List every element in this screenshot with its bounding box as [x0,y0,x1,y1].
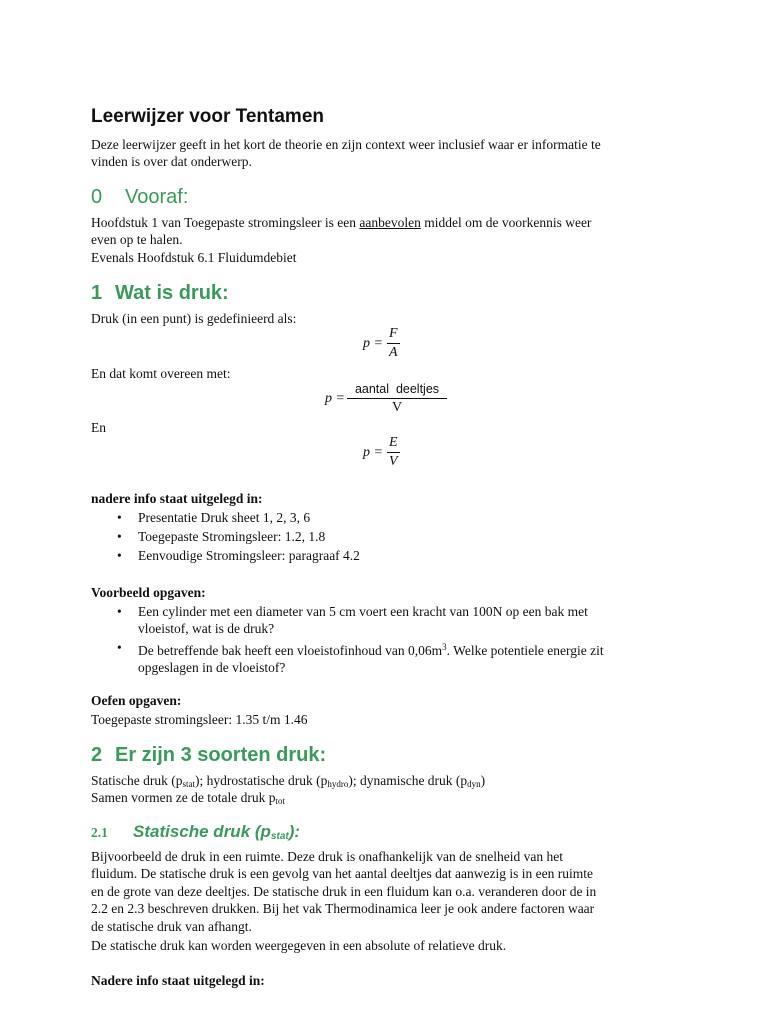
paragraph-line: de statische druk van afhangt. [91,919,252,934]
formula-2-lhs: p = [325,390,345,406]
list-item [91,547,360,564]
section-0-line-1-start: Hoofdstuk 1 van Toegepaste stromingsleer is een [91,215,360,230]
list-item-text: Toegepaste Stromingsleer: 1.2, 1.8 [138,529,326,544]
section-0-line-2: even op te halen. [91,232,183,247]
types-text-d: ) [480,773,486,788]
formula-3-fraction [387,435,400,470]
example-1-line-2: vloeistof, wat is de druk? [138,621,275,636]
example-2-text-end: . Welke potentiele energie zit [446,643,604,658]
formula-1-numerator: F [388,326,398,341]
cubic-superscript: 3 [442,642,447,652]
examples-list [91,603,604,678]
document-title: Leerwijzer voor Tentamen [91,106,324,127]
formula-3-denominator: V [388,454,398,469]
formula-3-lhs: p = [363,444,383,460]
formula-energy-over-volume [363,435,400,470]
total-text: Samen vormen ze de totale druk p [91,790,276,805]
section-2-heading [91,744,326,767]
bullet-icon: • [117,548,122,563]
example-2-line-2: opgeslagen in de vloeistof? [138,660,286,675]
formula-1-denominator: A [388,345,398,360]
total-pressure-line [91,789,285,810]
list-item [91,509,360,526]
section-2-1-title-start: Statische druk (p [133,822,271,841]
list-item [91,639,604,676]
section-1-info-label: nadere info staat uitgelegd in: [91,491,263,506]
section-0-line-3: Evenals Hoofdstuk 6.1 Fluidumdebiet [91,250,297,265]
formula-1-fraction [387,326,400,361]
types-text-c: ); dynamische druk (p [348,773,468,788]
intro-line-2: vinden is over dat onderwerp. [91,154,252,169]
section-0-heading [91,186,188,209]
formula-3-numerator: E [388,435,398,450]
exercises-label: Oefen opgaven: [91,693,182,708]
exercises-text: Toegepaste stromingsleer: 1.35 t/m 1.46 [91,712,308,727]
types-text-a: Statische druk (p [91,773,183,788]
underlined-recommended: aanbevolen [359,215,421,230]
subscript-hydro: hydro [327,779,349,789]
example-1-line-1: Een cylinder met een diameter van 5 cm voert een kracht van 100N op een bak met [138,604,588,619]
section-2-1-info-label: Nadere info staat uitgelegd in: [91,973,265,988]
bullet-icon: • [117,604,122,619]
paragraph-line: De statische druk kan worden weergegeven in een absolute of relatieve druk. [91,938,507,953]
formula-particles-over-volume [325,381,445,416]
section-2-title: Er zijn 3 soorten druk: [115,744,327,766]
subscript-stat: stat [182,779,195,789]
formula-force-over-area [363,326,400,361]
section-2-1-title-subscript: stat [270,831,289,842]
paragraph-line: Bijvoorbeeld de druk in een ruimte. Deze druk is onafhankelijk van de snelheid van het [91,849,563,864]
paragraph-line: fluidum. De statische druk is een gevolg van het aantal deeltjes dat aanwezig is in een ruimte [91,866,593,881]
section-1-number: 1 [91,282,103,304]
formula-2-denominator: V [347,398,447,416]
formula-2-numerator: aantal deeltjes [354,382,440,396]
bullet-icon: • [117,529,122,544]
list-item [91,528,360,545]
subscript-dyn: dyn [467,779,481,789]
intro-line-1: Deze leerwijzer geeft in het kort de theorie en zijn context weer inclusief waar er informatie te [91,137,601,152]
list-item-text: Eenvoudige Stromingsleer: paragraaf 4.2 [138,548,360,563]
bullet-icon: • [117,510,122,525]
section-0-line-1-end: middel om de voorkennis weer [420,215,592,230]
pressure-definition-text: Druk (in een punt) is gedefinieerd als: [91,311,297,326]
section-2-1-number: 2.1 [91,825,108,840]
section-0-number: 0 [91,186,103,208]
list-item [91,603,604,637]
section-2-1-heading [91,822,300,842]
section-2-number: 2 [91,744,103,766]
section-0-title: Vooraf: [125,186,189,208]
example-2-text-start: De betreffende bak heeft een vloeistofinhoud van 0,06m [138,643,443,658]
formula-2-fraction [349,381,445,416]
section-0-line-1 [91,214,591,231]
formula-1-lhs: p = [363,335,383,351]
paragraph-line: en de grote van deze deeltjes. De statische druk in een fluidum kan o.a. veranderen door de in [91,884,597,899]
subscript-tot: tot [275,796,285,806]
examples-label: Voorbeeld opgaven: [91,585,206,600]
section-1-info-list [91,509,360,566]
bullet-icon: • [117,640,122,655]
types-text-b: ); hydrostatische druk (p [194,773,328,788]
section-2-1-title-end: ): [288,822,301,841]
equivalent-text: En dat komt overeen met: [91,366,231,381]
and-text: En [91,420,106,435]
section-1-title: Wat is druk: [115,282,229,304]
section-1-heading [91,282,229,305]
paragraph-line: 2.2 en 2.3 beschreven drukken. Bij het vak Thermodinamica leer je ook andere factoren waar [91,901,595,916]
list-item-text: Presentatie Druk sheet 1, 2, 3, 6 [138,510,311,525]
